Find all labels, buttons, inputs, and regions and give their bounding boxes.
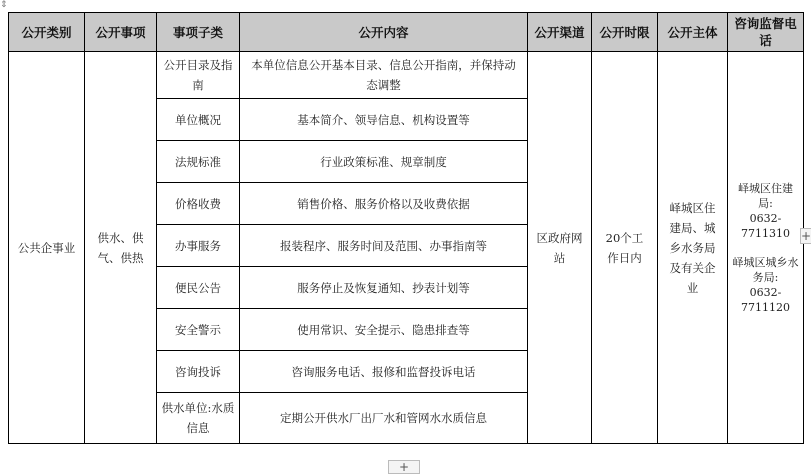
subcategory-cell: 法规标准 — [157, 141, 240, 183]
header-channel: 公开渠道 — [528, 13, 592, 52]
phone-2-number: 0632-7711120 — [741, 285, 790, 314]
subcategory-cell: 供水单位:水质信息 — [157, 393, 240, 444]
table-row — [9, 52, 804, 99]
header-phone: 咨询监督电话 — [728, 13, 804, 52]
content-cell: 使用常识、安全提示、隐患排查等 — [240, 309, 528, 351]
subcategory-cell: 办事服务 — [157, 225, 240, 267]
content-cell: 定期公开供水厂出厂水和管网水水质信息 — [240, 393, 528, 444]
content-cell: 行业政策标准、规章制度 — [240, 141, 528, 183]
subcategory-cell: 公开目录及指南 — [157, 52, 240, 99]
subcategory-cell: 安全警示 — [157, 309, 240, 351]
content-cell: 销售价格、服务价格以及收费依据 — [240, 183, 528, 225]
phone-cell — [728, 52, 804, 444]
channel-cell: 区政府网站 — [528, 52, 592, 444]
content-cell: 服务停止及恢复通知、抄表计划等 — [240, 267, 528, 309]
add-column-button[interactable]: + — [801, 229, 811, 243]
content-cell: 报装程序、服务时间及范围、办事指南等 — [240, 225, 528, 267]
subcategory-cell: 咨询投诉 — [157, 351, 240, 393]
table-move-handle[interactable]: ⇕ — [0, 0, 8, 10]
header-subject: 公开主体 — [658, 13, 728, 52]
phone-1-number: 0632-7711310 — [741, 211, 790, 240]
time-limit-cell: 20个工作日内 — [592, 52, 658, 444]
category-cell: 公共企事业 — [9, 52, 85, 444]
add-row-button[interactable]: + — [388, 460, 420, 474]
header-content: 公开内容 — [240, 13, 528, 52]
content-cell: 基本简介、领导信息、机构设置等 — [240, 99, 528, 141]
content-cell: 本单位信息公开基本目录、信息公开指南，并保持动态调整 — [240, 52, 528, 99]
matter-cell: 供水、供气、供热 — [85, 52, 157, 444]
header-matter: 公开事项 — [85, 13, 157, 52]
subject-cell: 峄城区住建局、城乡水务局及有关企业 — [658, 52, 728, 444]
disclosure-table — [8, 12, 804, 444]
subcategory-cell: 便民公告 — [157, 267, 240, 309]
header-time-limit: 公开时限 — [592, 13, 658, 52]
header-subcategory: 事项子类 — [157, 13, 240, 52]
subcategory-cell: 单位概况 — [157, 99, 240, 141]
phone-1-org: 峄城区住建局: — [738, 181, 793, 210]
header-row — [9, 13, 804, 52]
phone-2-org: 峄城区城乡水务局: — [732, 255, 799, 284]
content-cell: 咨询服务电话、报修和监督投诉电话 — [240, 351, 528, 393]
header-category: 公开类别 — [9, 13, 85, 52]
subcategory-cell: 价格收费 — [157, 183, 240, 225]
